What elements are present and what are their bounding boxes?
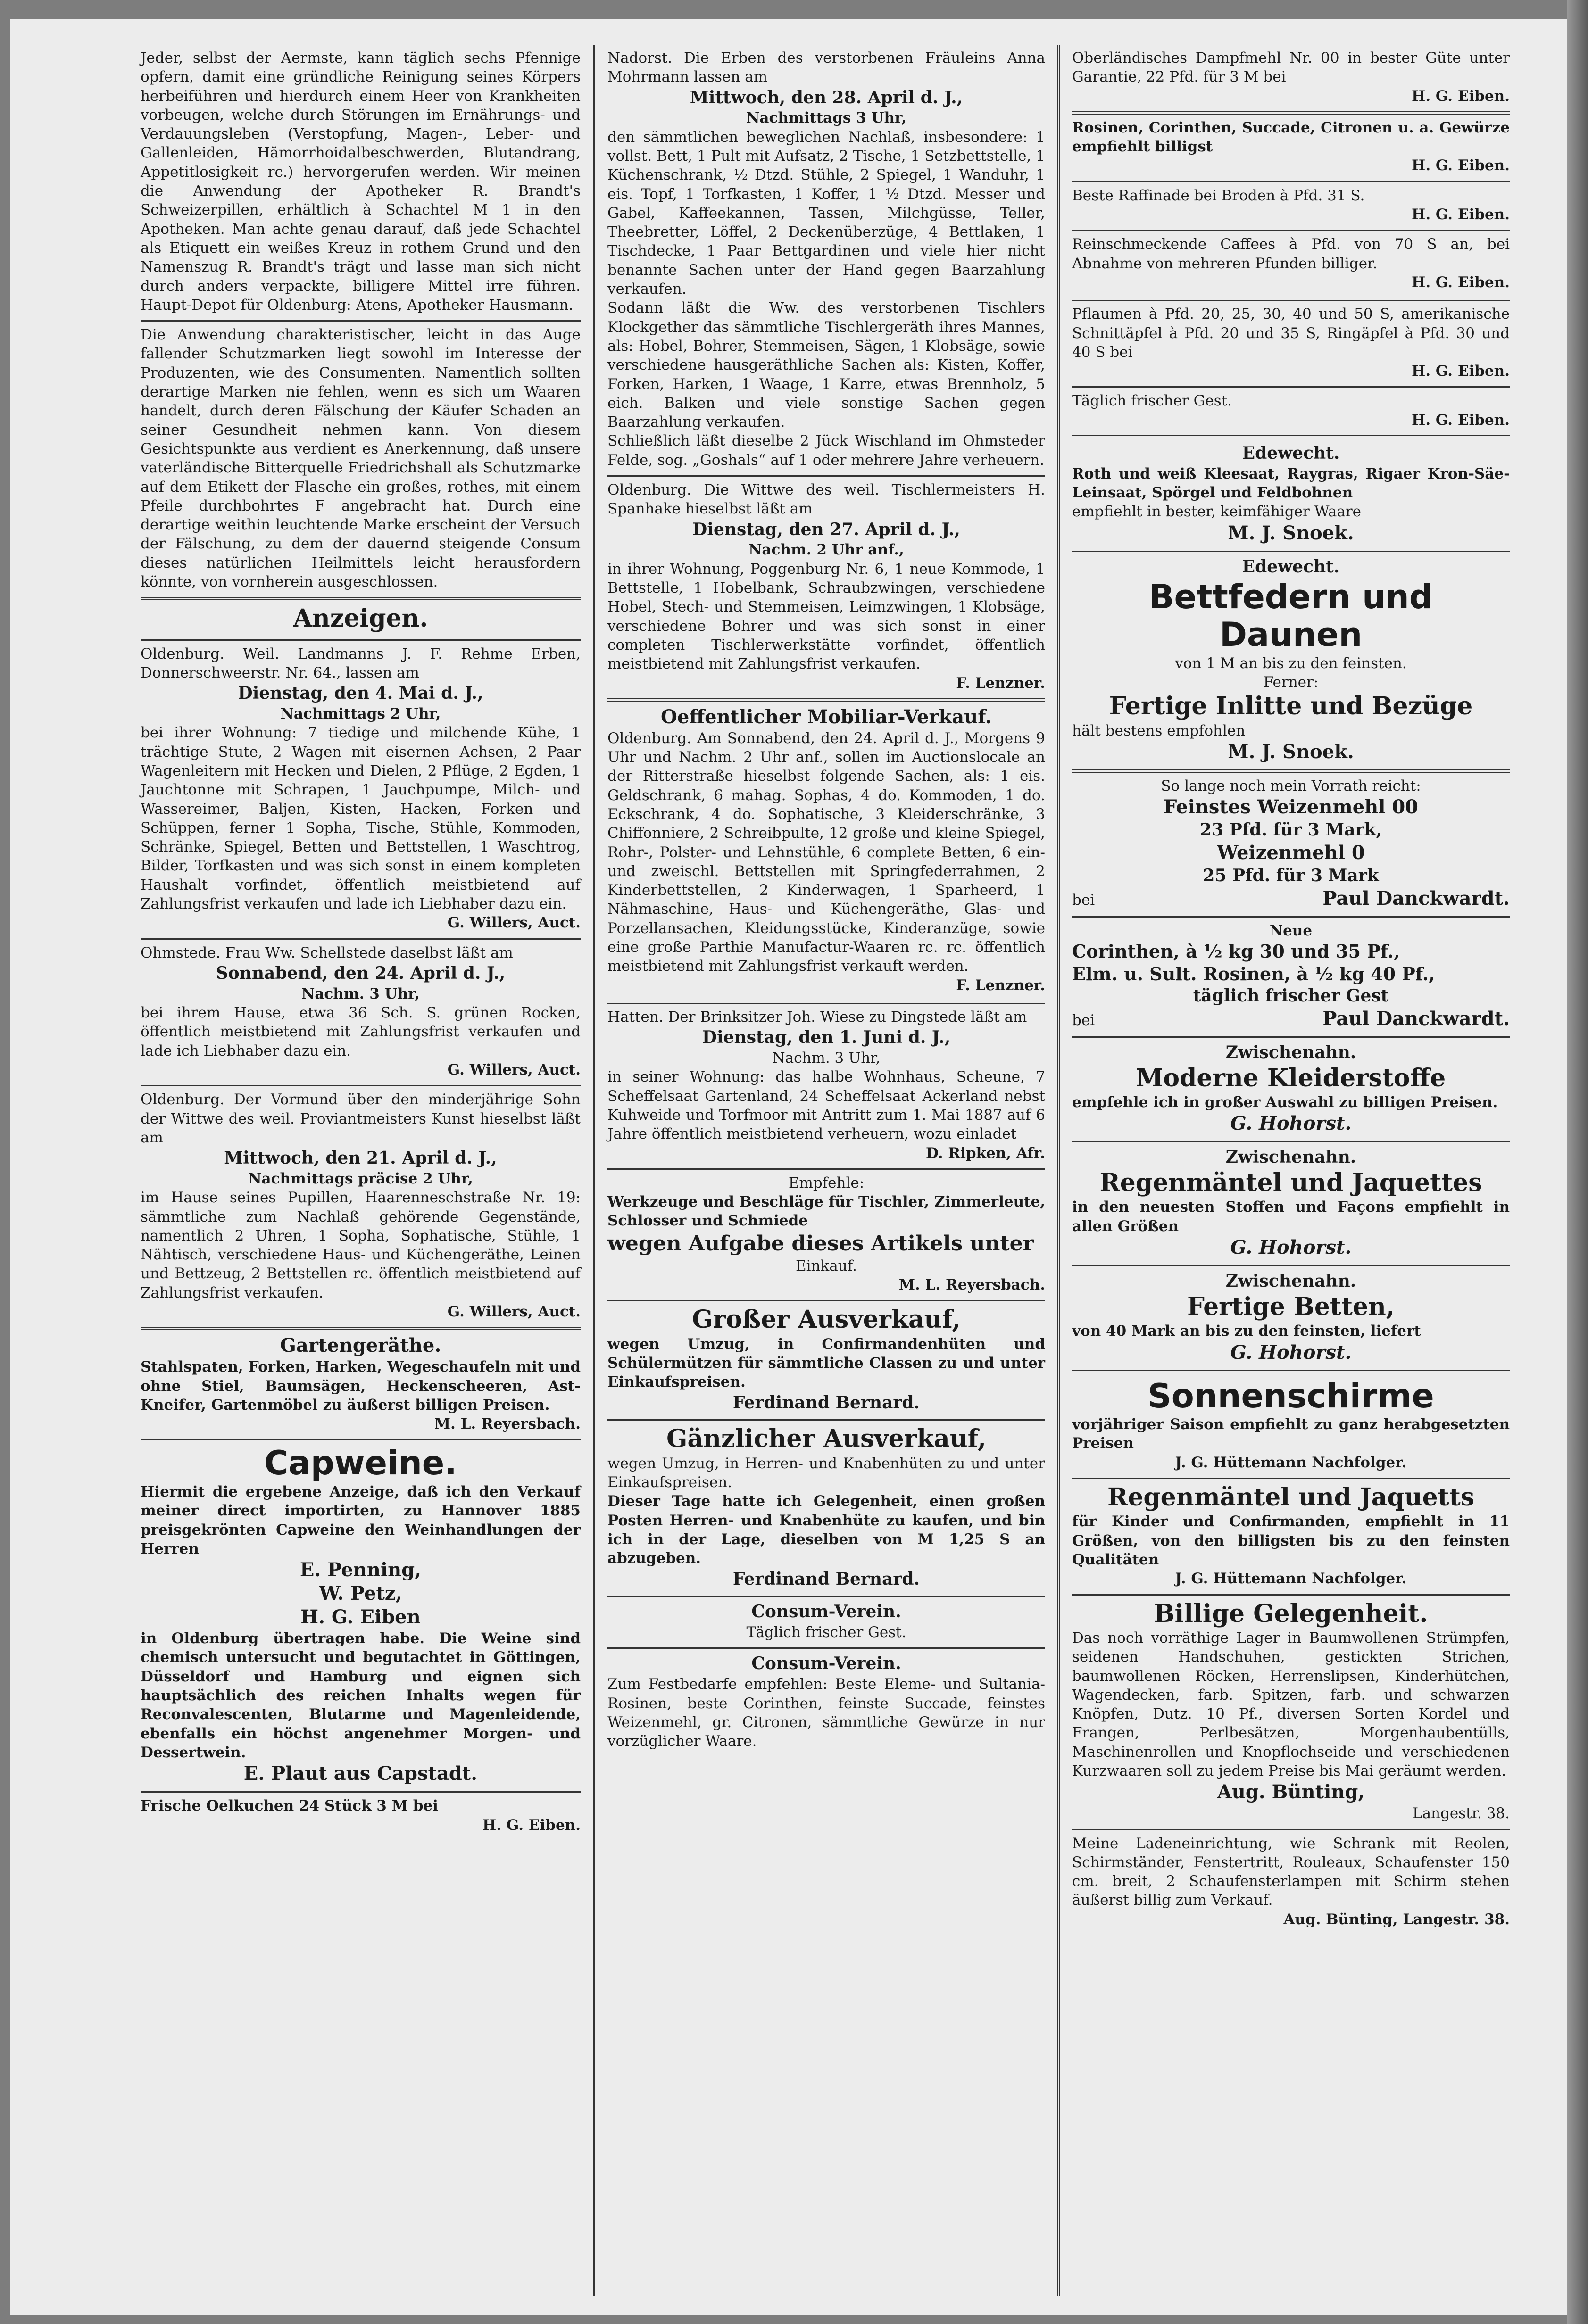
ad-signature: H. G. Eiben. [1412,87,1510,105]
ad-signature: H. G. Eiben. [1412,273,1510,291]
ad-time: Nachm. 2 Uhr anf., [748,541,904,559]
ad-text: Reinschmeckende Caffees à Pfd. von 70 S an, bei Abnahme von mehreren Pfunden billiger. [1072,236,1510,272]
ad-regenmaentel-huettemann [1072,1479,1510,1596]
ad-time: Nachmittags 3 Uhr, [746,109,906,127]
ad-text: Oldenburg. Weil. Landmanns J. F. Rehme Erben, Donnerschweerstr. Nr. 64., lassen am [141,645,581,681]
ad-text: bei [1072,891,1095,909]
ad-text: Werkzeuge und Beschläge für Tischler, Zimmerleute, Schlosser und Schmiede [607,1193,1045,1230]
merchant-name: E. Penning, [299,1559,422,1581]
ad-text: den sämmtlichen beweglichen Nachlaß, insbesondere: 1 vollst. Bett, 1 Pult mit Aufsatz, 2 Tische, 1 Setzbettstelle, 1 Küchenschrank, ½ Dtzd. Stühle, 2 Spiegel, 1 Wanduhr, 1 eis. Topf, 1 Torfkasten, 1 Koffer, 1 ½ Dtzd. Messer und Gabel, Kaffeekannen, Tassen, Milchgüsse, Teller, Theebretter, Löffel, 2 Deckenüberzüge, 4 Bettlaken, 1 Tischdecke, 1 Paar Bettgardinen und viele hier nicht benannte Sachen unter der Hand gegen Baarzahlung verkaufen. [607,128,1045,298]
ad-dampfmehl [1072,45,1510,115]
ad-signature: G. Willers, Auct. [447,1061,581,1078]
ad-consum-verein-1 [607,1597,1045,1649]
ad-caffees [1072,231,1510,301]
ad-gaenzlicher-ausverkauf [607,1421,1045,1597]
ad-text: Empfehle: [788,1174,865,1191]
ad-signature: Ferdinand Bernard. [732,1392,920,1413]
ad-mohrmann [607,45,1045,477]
ad-signature: Aug. Bünting, [1217,1781,1365,1803]
ad-text: hält bestens empfohlen [1072,722,1246,739]
ad-fertige-betten [1072,1266,1510,1373]
ad-kleiderstoffe [1072,1038,1510,1142]
ad-text: in ihrer Wohnung, Poggenburg Nr. 6, 1 neue Kommode, 1 Bettstelle, 1 Hobelbank, Schraubzwingen, verschiedene Hobel, Stech- und Stemmeisen, Leimzwingen, 1 Klobsäge, verschiedene Bohrer und was sich sonst in einer completen Tischlerwerkstätte vorfindet, öffentlich meistbietend mit Zahlungsfrist verkaufen. [607,560,1045,673]
ad-text: vorjähriger Saison empfiehlt zu ganz herabgesetzten Preisen [1072,1416,1510,1452]
ad-text: Ferner: [1263,673,1319,691]
ad-place: Edewecht. [1242,443,1340,463]
ad-text: Ohmstede. Frau Ww. Schellstede daselbst läßt am [141,944,513,961]
ad-text: Frische Oelkuchen 24 Stück 3 M bei [141,1797,438,1815]
ad-sonnenschirme [1072,1373,1510,1479]
ad-text: Oberländisches Dampfmehl Nr. 00 in bester Güte unter Garantie, 22 Pfd. für 3 M bei [1072,50,1510,86]
ad-text: Sodann läßt die Ww. des verstorbenen Tischlers Klockgether das sämmtliche Tischlergeräth ihres Mannes, als: Hobel, Bohrer, Stemmeisen, Sägen, 1 Klobsäge, sowie verschiedene hausgeräthliche Sachen als: Kisten, Koffer, Forken, Harken, 1 Waage, 1 Karre, etwas Brennholz, 5 eich. Balken und viele sonstige Sachen gegen Baarzahlung verkaufen. [607,299,1045,431]
ad-bettfedern [1072,552,1510,773]
ad-date: Mittwoch, den 21. April d. J., [224,1148,497,1168]
ad-place: Zwischenahn. [1225,1042,1356,1062]
ad-text: Pflaumen à Pfd. 20, 25, 30, 40 und 50 S, amerikanische Schnittäpfel à Pfd. 20 und 35 S, Ringäpfel à Pfd. 30 und 40 S bei [1072,306,1510,361]
ad-title: Fertige Betten, [1187,1292,1395,1321]
ad-time: Nachmittags 2 Uhr, [280,705,441,723]
ad-text: Oldenburg. Der Vormund über den minderjährige Sohn der Wittwe des weil. Proviantmeisters Kunst hieselbst läßt am [141,1091,581,1146]
ad-text: Roth und weiß Kleesaat, Raygras, Rigaer Kron-Säe-Leinsaat, Spörgel und Feldbohnen [1072,465,1510,502]
ad-text: Schließlich läßt dieselbe 2 Jück Wischland im Ohmsteder Felde, sog. „Goshals“ auf 1 oder mehrere Jahre verheuern. [607,432,1045,469]
ad-text: Hiermit die ergebene Anzeige, daß ich den Verkauf meiner direct importirten, zu Hannover 1885 preisgekrönten Capweine den Weinhandlungen der Herren [141,1483,581,1557]
ad-text: Stahlspaten, Forken, Harken, Wegeschaufeln mit und ohne Stiel, Baumsägen, Heckenscheeren, Ast-Kneifer, Gartenmöbel zu äußerst billigen Preisen. [141,1358,581,1414]
merchant-name: W. Petz, [319,1582,402,1605]
ad-text: empfehle ich in großer Auswahl zu billigen Preisen. [1072,1093,1498,1111]
ad-date: Sonnabend, den 24. April d. J., [216,963,506,983]
ad-line: Feinstes Weizenmehl 00 [1163,796,1419,819]
ad-text: Das noch vorräthige Lager in Baumwollenen Strümpfen, seidenen Handschuhen, gestickten Strichen, baumwollenen Röcken, Herrenslipsen, Kinderhütchen, Wagendecken, farb. Spitzen, farb. und schwarzen Knöpfen, Dutz. 10 Pf., diversen Sorten Kordel und Frangen, Perlbesätzen, Morgenhaubentülls, Maschinenrollen und Knopflochseide und verschiedenen Kurzwaaren soll zu jedem Preise bis Mai geräumt werden. [1072,1629,1510,1779]
ad-text: Oldenburg. Die Wittwe des weil. Tischlermeisters H. Spanhake hieselbst läßt am [607,481,1045,518]
merchant-name: H. G. Eiben [300,1606,421,1629]
ad-oelkuchen [141,1793,581,1840]
ad-title: Oeffentlicher Mobiliar-Verkauf. [661,705,992,728]
ad-title: Regenmäntel und Jaquettes [1099,1168,1482,1198]
ad-text: Nadorst. Die Erben des verstorbenen Fräuleins Anna Mohrmann lassen am [607,50,1045,86]
ad-spanhake [607,477,1045,702]
ad-text: von 40 Mark an bis zu den feinsten, liefert [1072,1323,1421,1340]
ad-signature: M. L. Reyersbach. [434,1415,581,1433]
ad-billige-gelegenheit [1072,1596,1510,1830]
ad-text: empfiehlt in bester, keimfähiger Waare [1072,503,1361,521]
ad-text: Dieser Tage hatte ich Gelegenheit, einen großen Posten Herren- und Knabenhüte zu kaufen, und bin ich in der Lage, dieselben von M 1,25 S an abzugeben. [607,1493,1045,1567]
ad-kleesaat [1072,438,1510,552]
ad-date: Mittwoch, den 28. April d. J., [690,87,963,108]
ad-signature: M. J. Snoek. [1228,740,1354,763]
ad-title: Regenmäntel und Jaquetts [1107,1482,1474,1512]
ad-signature: H. G. Eiben. [1412,157,1510,174]
ad-grosser-ausverkauf [607,1301,1045,1421]
ad-signature: Paul Danckwardt. [1322,887,1510,910]
ad-signature: G. Willers, Auct. [447,1303,581,1320]
ad-text: Die Anwendung charakteristischer, leicht in das Auge fallender Schutzmarken liegt sowohl im Interesse der Produzenten, wie des Consumenten. Namentlich sollten derartige Marken nie fehlen, wenn es sich um Waaren handelt, durch deren Fälschung der Käufer Schaden an seiner Gesundheit nehmen kann. Von diesem Gesichtspunkte aus verdient es Anerkennung, daß unsere vaterländische Bitterquelle Friedrichshall als Schutzmarke auf dem Etikett der Flasche ein großes, rothes, mit einem Pfeile durchbohrtes F angebracht hat. Durch eine derartige weithin leuchtende Marke erscheint der Versuch der Fälschung, zu dem der dauernd steigende Consum dieses natürlichen Heilmittels leicht herausfordern könnte, von vornherein ausgeschlossen. [141,326,581,591]
ad-text: Rosinen, Corinthen, Succade, Citronen u. a. Gewürze empfiehlt billigst [1072,119,1510,156]
ad-line: Weizenmehl 0 [1217,841,1365,864]
ad-signature: J. G. Hüttemann Nachfolger. [1175,1454,1407,1471]
ad-text: Einkauf. [796,1257,857,1274]
ad-footer [1072,1007,1510,1031]
column-3 [1057,45,1522,2296]
ad-kunst [141,1086,581,1330]
ad-title: Großer Ausverkauf, [692,1305,961,1334]
ad-raffinade [1072,182,1510,232]
ad-gartengeraethe [141,1330,581,1440]
ad-text: Jeder, selbst der Aermste, kann täglich sechs Pfennige opfern, damit eine gründliche Reinigung seines Körpers herbeiführen und hierdurch einem Heer von Krankheiten vorbeugen, welche durch Störungen im Ernährungs- und Verdauungsleben (Verstopfung, Magen-, Leber- und Gallenleiden, Hämorrhoidalbeschwerden, Blutandrang, Appetitlosigkeit rc.) hervorgerufen werden. Wir meinen die Anwendung der Apotheker R. Brandt's Schweizerpillen, erhältlich à Schachtel M 1 in den Apotheken. Man achte genau darauf, daß jede Schachtel als Etiquett ein weißes Kreuz in rothem Grund und den Namenszug R. Brandt's trägt und lasse man sich nicht durch anders verpackte, billigere Mittel irre führen. Haupt-Depot für Oldenburg: Atens, Apotheker Hausmann. [141,50,581,314]
ad-signature: F. Lenzner. [956,976,1045,994]
ad-title: wegen Aufgabe dieses Artikels unter [607,1231,1034,1256]
newspaper-page [10,19,1567,2315]
ad-capweine [141,1440,581,1793]
ad-text: in den neuesten Stoffen und Façons empfiehlt in allen Größen [1072,1199,1510,1235]
ad-schellstede [141,940,581,1087]
ad-time: Nachm. 3 Uhr, [772,1050,881,1067]
ad-signature: J. G. Hüttemann Nachfolger. [1175,1570,1407,1588]
ad-title: Capweine. [264,1444,457,1483]
column-1 [128,45,593,2296]
ad-time: Nachmittags präcise 2 Uhr, [248,1170,473,1187]
ad-signature: H. G. Eiben. [1412,206,1510,223]
ad-werkzeuge [607,1170,1045,1301]
ad-title: Moderne Kleiderstoffe [1136,1063,1446,1092]
ad-place: Zwischenahn. [1225,1271,1356,1291]
ad-title: Gänzlicher Ausverkauf, [666,1424,986,1454]
ad-signature: F. Lenzner. [956,674,1045,692]
ad-signature: G. Willers, Auct. [447,914,581,932]
ad-text: in Oldenburg übertragen habe. Die Weine sind chemisch untersucht und begutachtet in Göttingen, Düsseldorf und Hamburg und eignen sich hauptsächlich des reichen Inhalts wegen für Reconvalescenten, Blutarme und Magenleidende, ebenfalls ein höchst angenehmer Morgen- und Dessertwein. [141,1630,581,1761]
ad-title: Consum-Verein. [751,1602,901,1622]
ad-text: in seiner Wohnung: das halbe Wohnhaus, Scheune, 7 Scheffelsaat Gartenland, 24 Scheffelsaat Ackerland nebst Kuhweide und Torfmoor mit Antritt zum 1. Mai 1887 auf 6 Jahre öffentlich meistbietend verheuern, wozu einladet [607,1068,1045,1143]
ad-text: Zum Festbedarfe empfehlen: Beste Eleme- und Sultania-Rosinen, beste Corinthen, feinste Succade, feinstes Weizenmehl, gr. Citronen, sämmtliche Gewürze in nur vorzüglicher Waare. [607,1676,1045,1750]
ad-title: Sonnenschirme [1147,1376,1434,1415]
ad-title: Consum-Verein. [751,1654,901,1674]
ad-brandt-pills [141,45,581,322]
section-anzeigen [141,600,581,640]
ad-line: 25 Pfd. für 3 Mark [1203,865,1379,885]
ad-signature: G. Hohorst. [1230,1341,1352,1364]
ad-signature: E. Plaut aus Capstadt. [243,1762,478,1785]
ad-wiese [607,1004,1045,1170]
ad-signature: Paul Danckwardt. [1322,1007,1510,1030]
ad-place: Zwischenahn. [1225,1147,1356,1167]
ad-signature: G. Hohorst. [1230,1236,1352,1259]
ad-rosinen [1072,115,1510,182]
ad-signature: G. Hohorst. [1230,1112,1352,1135]
ad-signature: D. Ripken, Afr. [925,1144,1045,1162]
ad-signature: M. L. Reyersbach. [898,1276,1045,1294]
ad-text: Beste Raffinade bei Broden à Pfd. 31 S. [1072,187,1365,204]
ad-text: Oldenburg. Am Sonnabend, den 24. April d. J., Morgens 9 Uhr und Nachm. 2 Uhr anf., sollen im Auctionslocale an der Ritterstraße hieselbst folgende Sachen, als: 1 eis. Geldschrank, 6 mahag. Sophas, 4 do. Kommoden, 1 do. Eckschrank, 4 do. Sophatische, 3 Kleiderschränke, 3 Chiffonniere, 2 Schreibpulte, 12 große und kleine Spiegel, Rohr-, Polster- und Lehnstühle, 6 complete Betten, 6 ein- und zweischl. Bettstellen mit Springfederrahmen, 2 Kinderbettstellen, 2 Kinderwagen, 1 Sparheerd, 1 Nähmaschine, Haus- und Küchengeräthe, Glas- und Porzellansachen, Kleidungsstücke, Kinderanzüge, sowie eine große Parthie Manufactur-Waaren rc. rc. öffentlich meistbietend mit Zahlungsfrist verkauft werden. [607,729,1045,975]
ad-text: Hatten. Der Brinksitzer Joh. Wiese zu Dingstede läßt am [607,1008,1027,1026]
ad-ladeneinrichtung [1072,1830,1510,1935]
ad-text: für Kinder und Confirmanden, empfiehlt in 11 Größen, von den billigsten bis zu den feinsten Qualitäten [1072,1513,1510,1568]
ad-address: Langestr. 38. [1412,1805,1510,1822]
ad-date: Dienstag, den 1. Juni d. J., [702,1027,951,1048]
ad-time: Nachm. 3 Uhr, [301,985,420,1002]
ad-text: von 1 M an bis zu den feinsten. [1175,654,1407,672]
ad-line: täglich frischer Gest [1193,986,1389,1006]
ad-mobiliar-verkauf [607,702,1045,1004]
ad-line: Corinthen, à ½ kg 30 und 35 Pf., [1072,941,1400,962]
ad-signature: H. G. Eiben. [482,1816,581,1834]
ad-text: wegen Umzug, in Confirmandenhüten und Schülermützen für sämmtliche Classen zu und unter Einkaufspreisen. [607,1335,1045,1391]
ad-signature: M. J. Snoek. [1228,521,1354,544]
page-edge-shadow [1567,0,1588,2324]
ad-text: bei [1072,1011,1095,1029]
ad-place: Edewecht. [1242,556,1340,577]
ad-title: Bettfedern und Daunen [1149,577,1433,654]
ad-text: im Hause seines Pupillen, Haarenneschstraße Nr. 19: sämmtliche zum Nachlaß gehörende Gegenstände, namentlich 2 Uhren, 1 Sopha, Sophatische, Stühle, 1 Nähtisch, verschiedene Haus- und Küchengeräthe, Leinen und Bettzeug, 2 Bettstellen rc. öffentlich meistbietend auf Zahlungsfrist verkaufen. [141,1189,581,1301]
column-2 [593,45,1057,2296]
ad-title: Billige Gelegenheit. [1154,1599,1428,1628]
ad-corinthen [1072,918,1510,1038]
ad-text: Täglich frischer Gest. [1072,392,1232,410]
ad-friedrichshall [141,322,581,600]
ad-text: bei ihrem Hause, etwa 36 Sch. S. grünen Rocken, öffentlich meistbietend mit Zahlungsfrist verkaufen und lade ich Liebhaber dazu ein. [141,1004,581,1059]
ad-line: 23 Pfd. für 3 Mark, [1200,820,1382,840]
ad-text: wegen Umzug, in Herren- und Knabenhüten zu und unter Einkaufspreisen. [607,1455,1045,1491]
ad-title: Gartengeräthe. [280,1334,441,1357]
ad-signature: H. G. Eiben. [1412,411,1510,429]
ad-line: Elm. u. Sult. Rosinen, à ½ kg 40 Pf., [1072,963,1435,984]
ad-text: Täglich frischer Gest. [746,1624,906,1641]
ad-text: Neue [1269,922,1313,939]
ad-text: Meine Ladeneinrichtung, wie Schrank mit Reolen, Schirmständer, Fenstertritt, Rouleaux, Schaufenster 150 cm. breit, 2 Schaufensterlampen mit Schirm stehen äußerst billig zum Verkauf. [1072,1835,1510,1909]
ad-signature: H. G. Eiben. [1412,363,1510,380]
ad-gest [1072,388,1510,438]
ad-signature: Ferdinand Bernard. [732,1569,920,1589]
ad-title: Fertige Inlitte und Bezüge [1109,692,1473,721]
ad-signature: Aug. Bünting, Langestr. 38. [1283,1910,1510,1928]
ad-pflaumen [1072,301,1510,388]
ad-text: So lange noch mein Vorrath reicht: [1161,777,1421,794]
section-heading: Anzeigen. [293,604,428,633]
ad-weizenmehl [1072,773,1510,918]
ad-consum-verein-2 [607,1649,1045,1756]
ad-text: bei ihrer Wohnung: 7 tiedige und milchende Kühe, 1 trächtige Stute, 2 Wagen mit eisernen Achsen, 2 Paar Wagenleitern mit Hecken und Dielen, 2 Pflüge, 2 Egden, 1 Jauchtonne mit Schrapen, 1 Jauchpumpe, Milch- und Wassereimer, Baljen, Kisten, Hacken, Forken und Schüppen, ferner 1 Sopha, Tische, Stühle, Kommoden, Schränke, Spiegel, Betten und Bettstellen, 1 Waschtrog, Bilder, Torfkasten und was sich sonst in einem kompleten Haushalt vorfindet, öffentlich meistbietend auf Zahlungsfrist verkaufen und lade ich Liebhaber dazu ein. [141,724,581,913]
ad-date: Dienstag, den 4. Mai d. J., [238,683,483,703]
ad-rehme [141,641,581,940]
ad-footer [1072,887,1510,910]
ad-date: Dienstag, den 27. April d. J., [692,519,960,539]
ad-regenmaentel-hohorst [1072,1142,1510,1266]
